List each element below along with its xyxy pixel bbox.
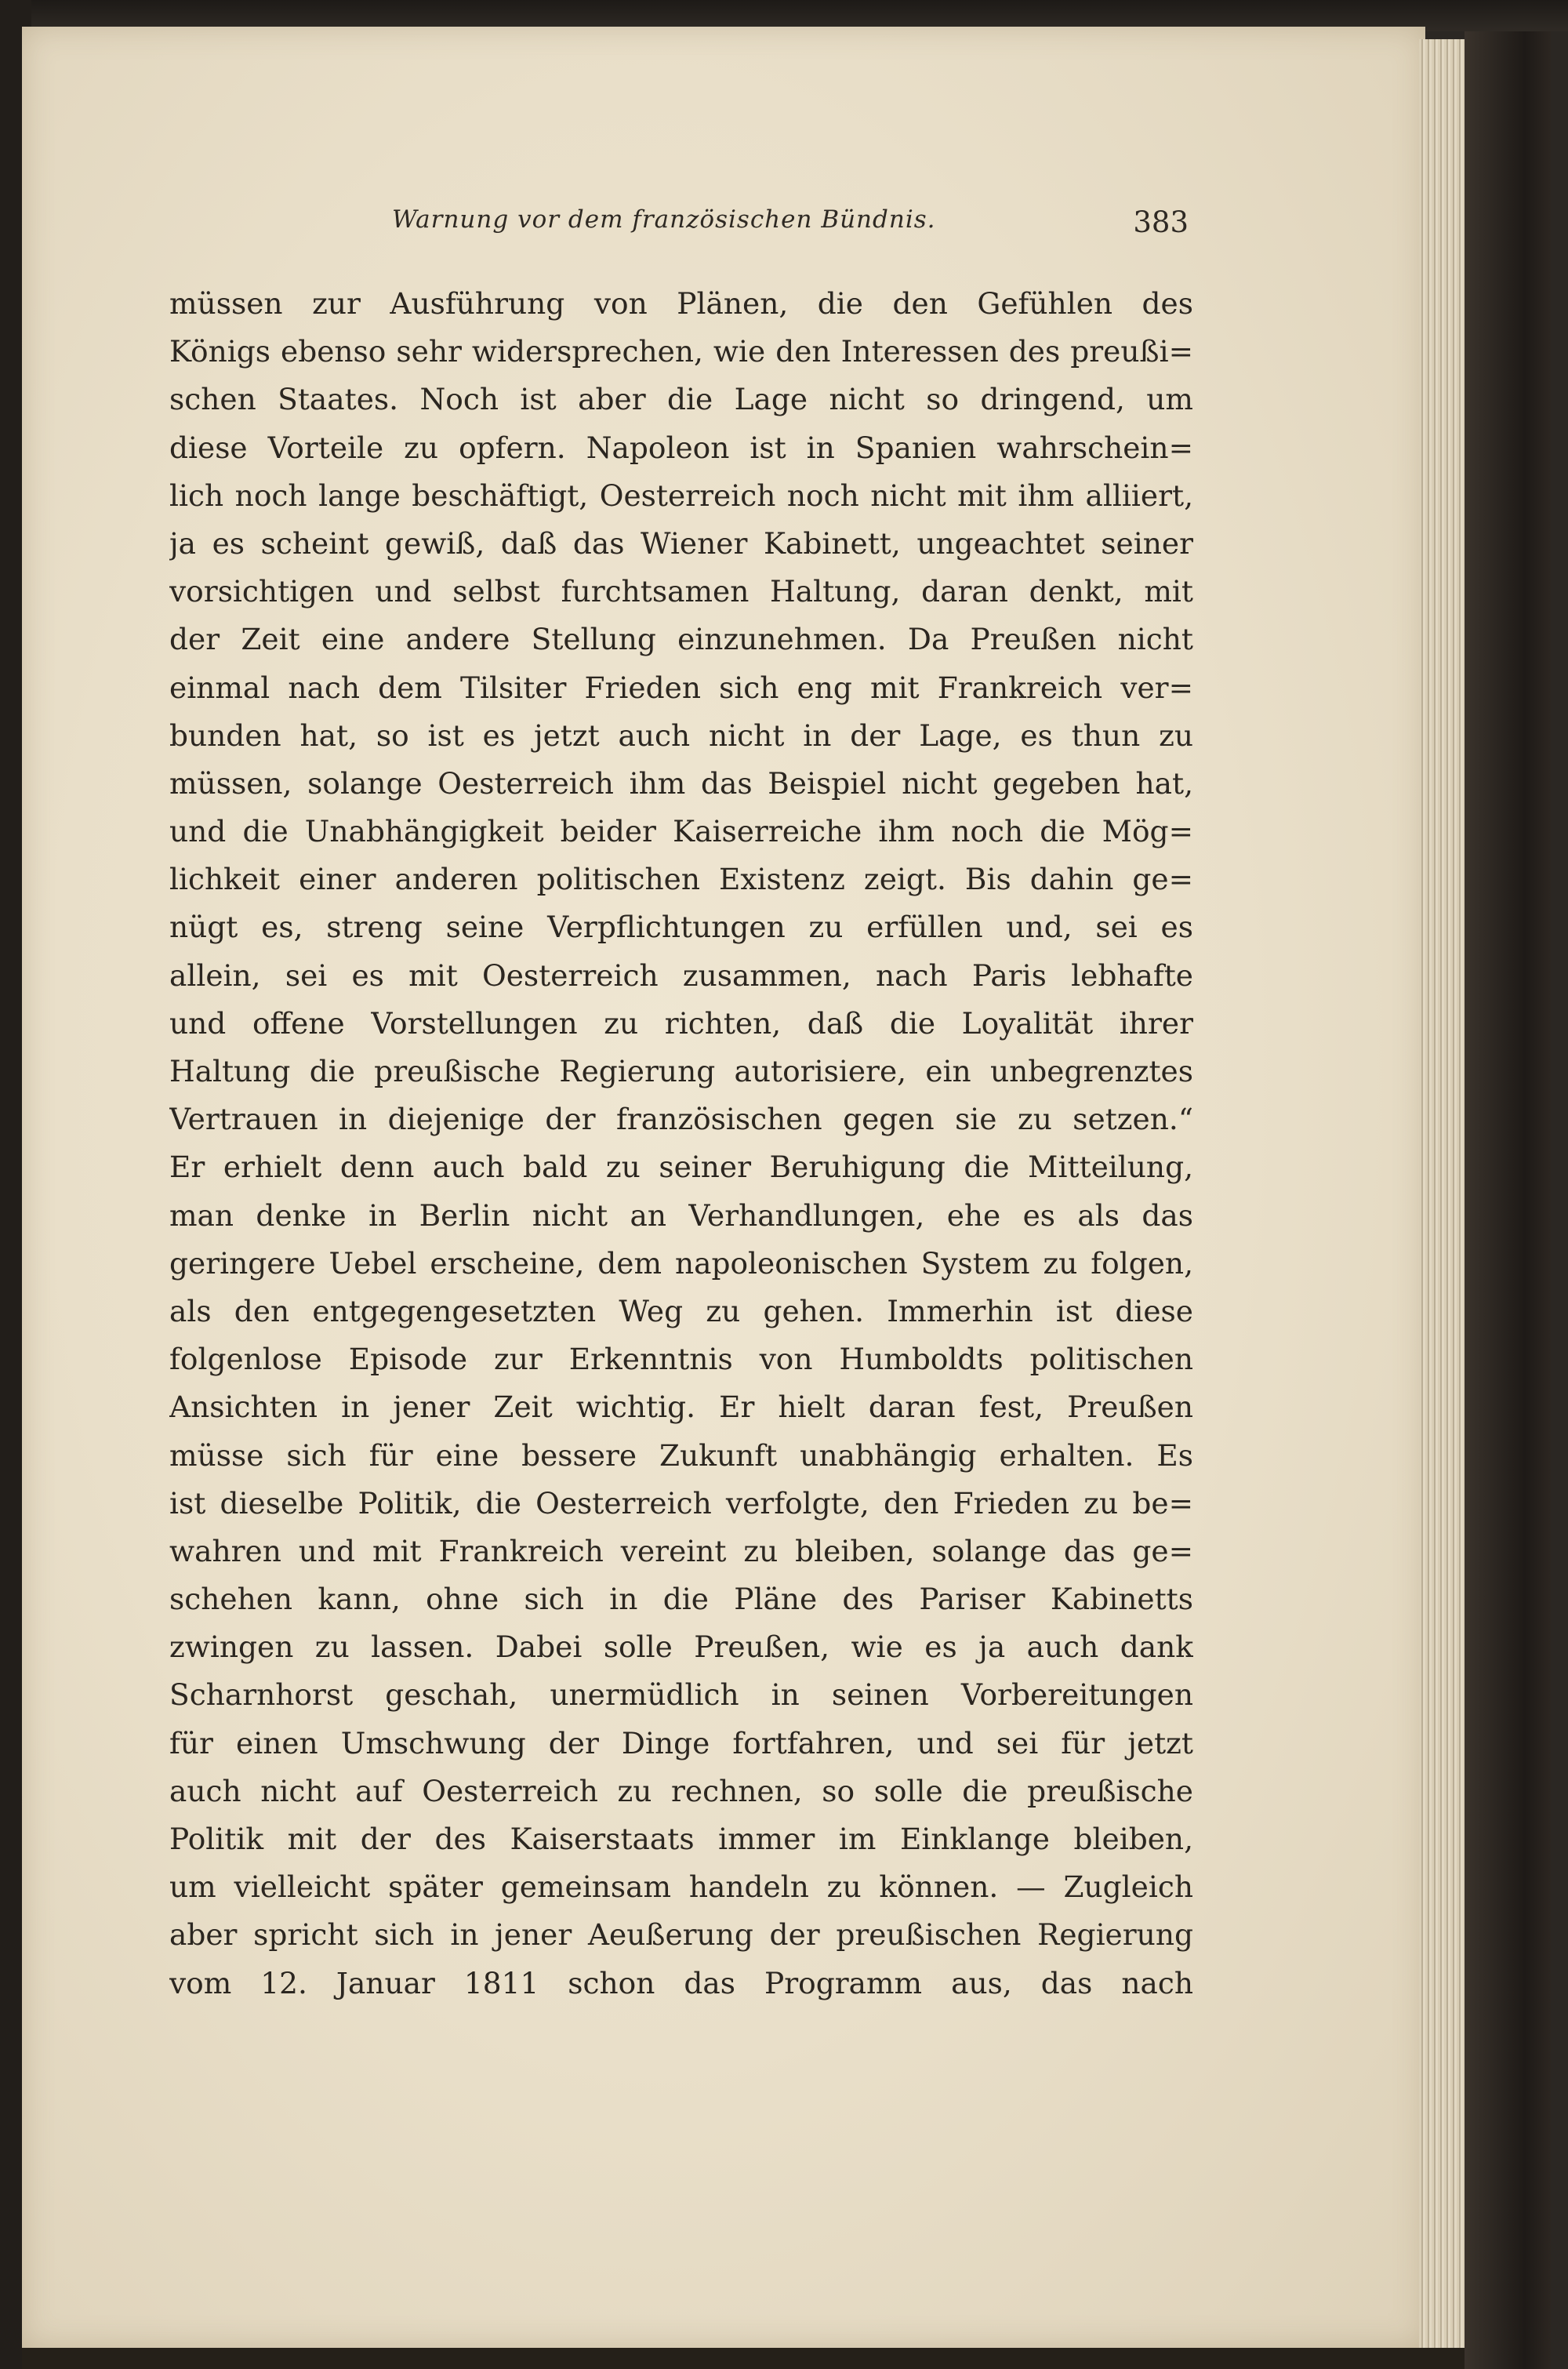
text-line: und die Unabhängigkeit beider Kaiserreiche ihm noch die Mög= <box>169 814 1193 849</box>
page-header <box>172 205 1192 253</box>
page-stack-edges <box>1419 39 1465 2360</box>
text-line: schehen kann, ohne sich in die Pläne des Pariser Kabinetts <box>169 1582 1193 1617</box>
text-line: für einen Umschwung der Dinge fortfahren, und sei für jetzt <box>169 1725 1193 1760</box>
text-line: allein, sei es mit Oesterreich zusammen, nach Paris lebhafte <box>169 957 1193 993</box>
text-line: Scharnhorst geschah, unermüdlich in seinen Vorbereitungen <box>169 1677 1193 1713</box>
text-line: Er erhielt denn auch bald zu seiner Beruhigung die Mitteilung, <box>169 1150 1193 1185</box>
text-line: Politik mit der des Kaiserstaats immer im Einklange bleiben, <box>169 1822 1193 1856</box>
scan-bottom-edge <box>22 2348 1465 2369</box>
text-line: ja es scheint gewiß, daß das Wiener Kabinett, ungeachtet seiner <box>169 525 1193 561</box>
text-line: man denke in Berlin nicht an Verhandlungen, ehe es als das <box>169 1197 1193 1233</box>
text-line: um vielleicht später gemeinsam handeln zu können. — Zugleich <box>169 1869 1193 1905</box>
text-line: lich noch lange beschäftigt, Oesterreich noch nicht mit ihm alliiert, <box>169 478 1193 513</box>
text-line: müsse sich für eine bessere Zukunft unabhängig erhalten. Es <box>169 1437 1193 1473</box>
text-line: Vertrauen in diejenige der französischen gegen sie zu setzen.“ <box>169 1102 1193 1137</box>
running-title: Warnung vor dem französischen Bündnis. <box>392 205 936 234</box>
text-line: einmal nach dem Tilsiter Frieden sich eng mit Frankreich ver= <box>169 670 1193 705</box>
page-number: 383 <box>1133 205 1189 239</box>
text-line: vorsichtigen und selbst furchtsamen Haltung, daran denkt, mit <box>169 574 1193 609</box>
text-line: auch nicht auf Oesterreich zu rechnen, so solle die preußische <box>169 1773 1193 1808</box>
text-line: schen Staates. Noch ist aber die Lage nicht so dringend, um <box>169 382 1193 417</box>
text-line: müssen zur Ausführung von Plänen, die den Gefühlen des <box>169 286 1193 321</box>
text-line: diese Vorteile zu opfern. Napoleon ist in Spanien wahrschein= <box>169 430 1193 465</box>
text-line: geringere Uebel erscheine, dem napoleonischen System zu folgen, <box>169 1245 1193 1281</box>
text-line: wahren und mit Frankreich vereint zu bleiben, solange das ge= <box>169 1533 1193 1568</box>
text-line: aber spricht sich in jener Aeußerung der preußischen Regierung <box>169 1917 1193 1953</box>
text-line: Haltung die preußische Regierung autorisiere, ein unbegrenztes <box>169 1054 1193 1088</box>
text-line: als den entgegengesetzten Weg zu gehen. Immerhin ist diese <box>169 1293 1193 1328</box>
text-line: und offene Vorstellungen zu richten, daß die Loyalität ihrer <box>169 1005 1193 1041</box>
text-line: bunden hat, so ist es jetzt auch nicht in der Lage, es thun zu <box>169 718 1193 753</box>
text-line: lichkeit einer anderen politischen Existenz zeigt. Bis dahin ge= <box>169 862 1193 897</box>
text-line: vom 12. Januar 1811 schon das Programm aus, das nach <box>169 1965 1193 2000</box>
text-line: zwingen zu lassen. Dabei solle Preußen, wie es ja auch dank <box>169 1630 1193 1665</box>
body-text <box>169 280 1193 2007</box>
text-line: nügt es, streng seine Verpflichtungen zu erfüllen und, sei es <box>169 910 1193 945</box>
text-line: der Zeit eine andere Stellung einzunehmen. Da Preußen nicht <box>169 622 1193 657</box>
text-line: Königs ebenso sehr widersprechen, wie den Interessen des preußi= <box>169 334 1193 369</box>
book-cover <box>1465 31 1551 2369</box>
text-line: folgenlose Episode zur Erkenntnis von Humboldts politischen <box>169 1342 1193 1377</box>
text-line: Ansichten in jener Zeit wichtig. Er hielt daran fest, Preußen <box>169 1390 1193 1425</box>
text-line: müssen, solange Oesterreich ihm das Beispiel nicht gegeben hat, <box>169 765 1193 801</box>
text-line: ist dieselbe Politik, die Oesterreich verfolgte, den Frieden zu be= <box>169 1485 1193 1521</box>
